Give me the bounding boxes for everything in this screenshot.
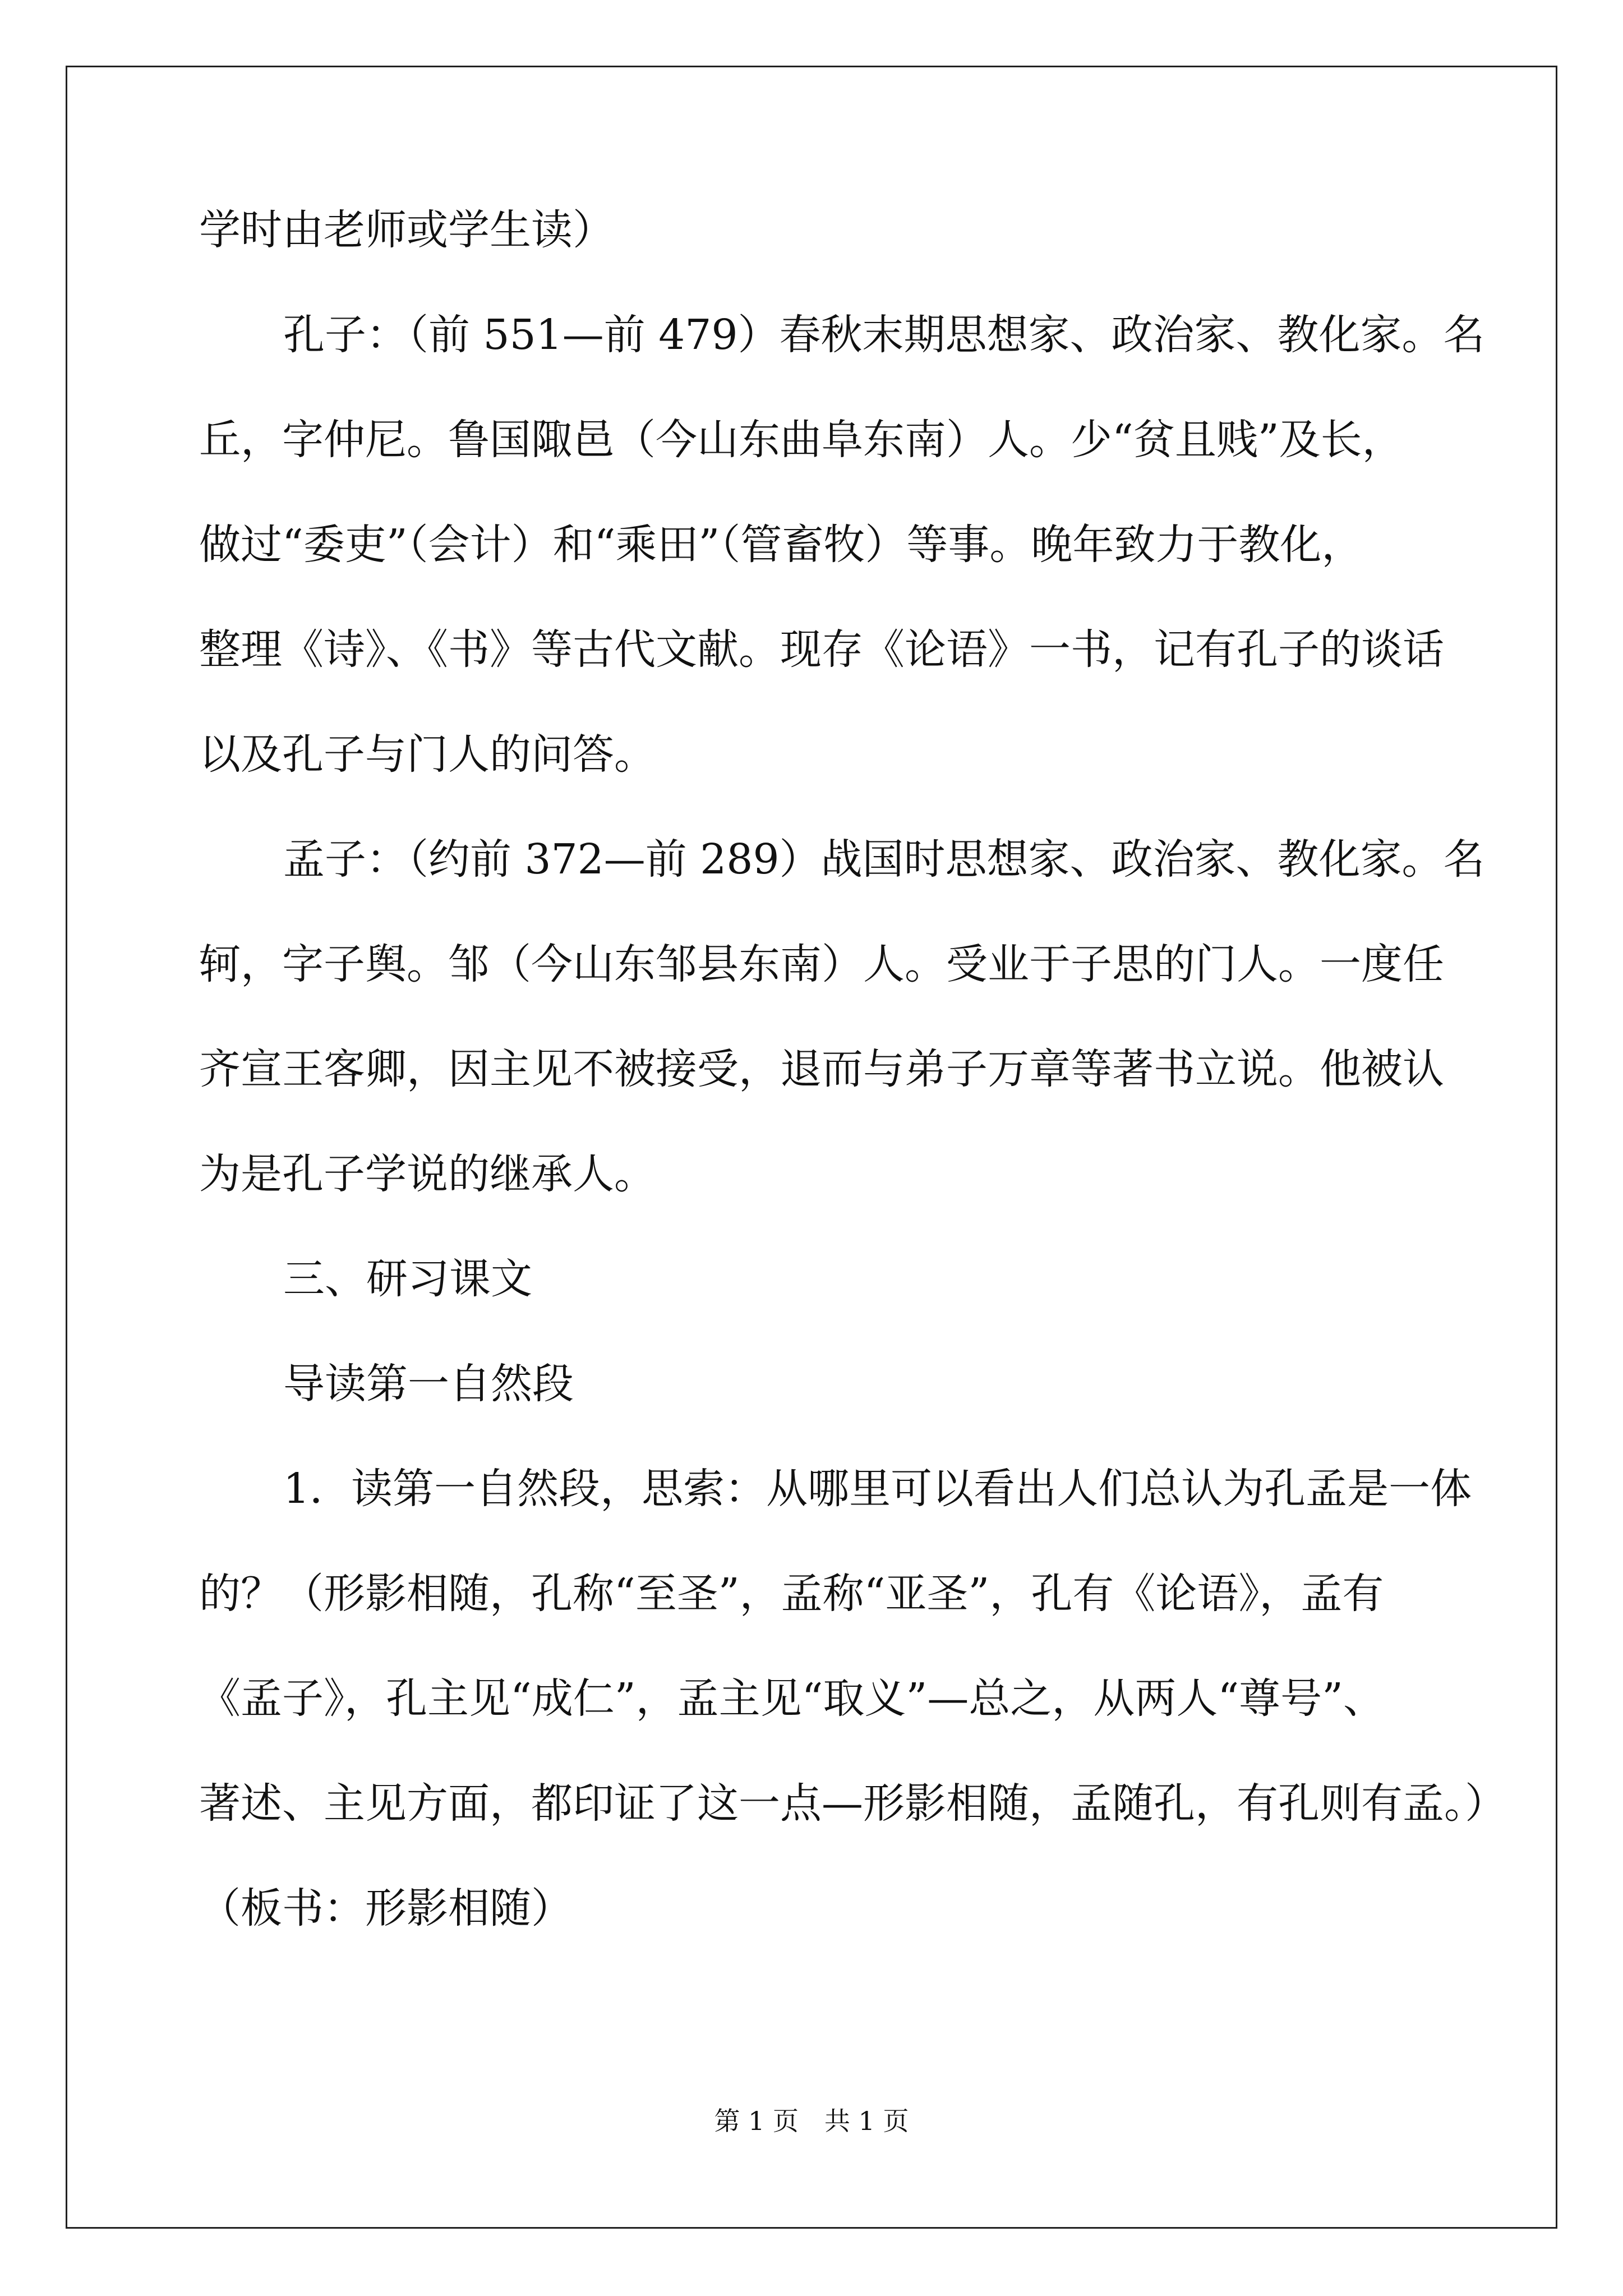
text-line-5: 整理《诗》、《书》等古代文献。现存《论语》一书，记有孔子的谈话 <box>199 625 1444 674</box>
section-heading: 三、研习课文 <box>283 1255 532 1303</box>
text-line-9: 齐宣王客卿，因主见不被接受，退而与弟子万章等著书立说。他被认 <box>199 1045 1444 1093</box>
text-line-16: 著述、主见方面，都印证了这一点—形影相随，孟随孔，有孔则有孟。） <box>199 1779 1506 1828</box>
text-line-7: 孟子：（约前 372—前 289）战国时思想家、政治家、教化家。名 <box>283 835 1485 884</box>
text-line-6: 以及孔子与门人的问答。 <box>199 730 656 779</box>
text-line-4: 做过“委吏”（会计）和“乘田”（管畜牧）等事。晚年致力于教化， <box>199 521 1363 569</box>
text-line-3: 丘，字仲尼。鲁国陬邑（今山东曲阜东南）人。少“贫且贱”及长， <box>199 416 1404 464</box>
text-line-13: 1．读第一自然段，思索：从哪里可以看出人们总认为孔孟是一体 <box>283 1465 1472 1513</box>
text-line-17: （板书：形影相随） <box>199 1884 573 1932</box>
text-line-8: 轲，字子舆。邹（今山东邹县东南）人。受业于子思的门人。一度任 <box>199 940 1444 988</box>
subsection-heading: 导读第一自然段 <box>283 1360 574 1408</box>
text-line-2: 孔子：（前 551—前 479）春秋末期思想家、政治家、教化家。名 <box>283 311 1485 359</box>
text-line-15: 《孟子》，孔主见“成仁”，孟主见“取义”—总之，从两人“尊号”、 <box>199 1674 1385 1723</box>
text-line-1: 学时由老师或学生读） <box>199 206 614 254</box>
page-footer: 第 1 页 共 1 页 <box>714 2106 909 2136</box>
text-line-14: 的？（形影相随，孔称“至圣”，孟称“亚圣”，孔有《论语》，孟有 <box>199 1570 1384 1618</box>
text-line-10: 为是孔子学说的继承人。 <box>199 1150 656 1198</box>
